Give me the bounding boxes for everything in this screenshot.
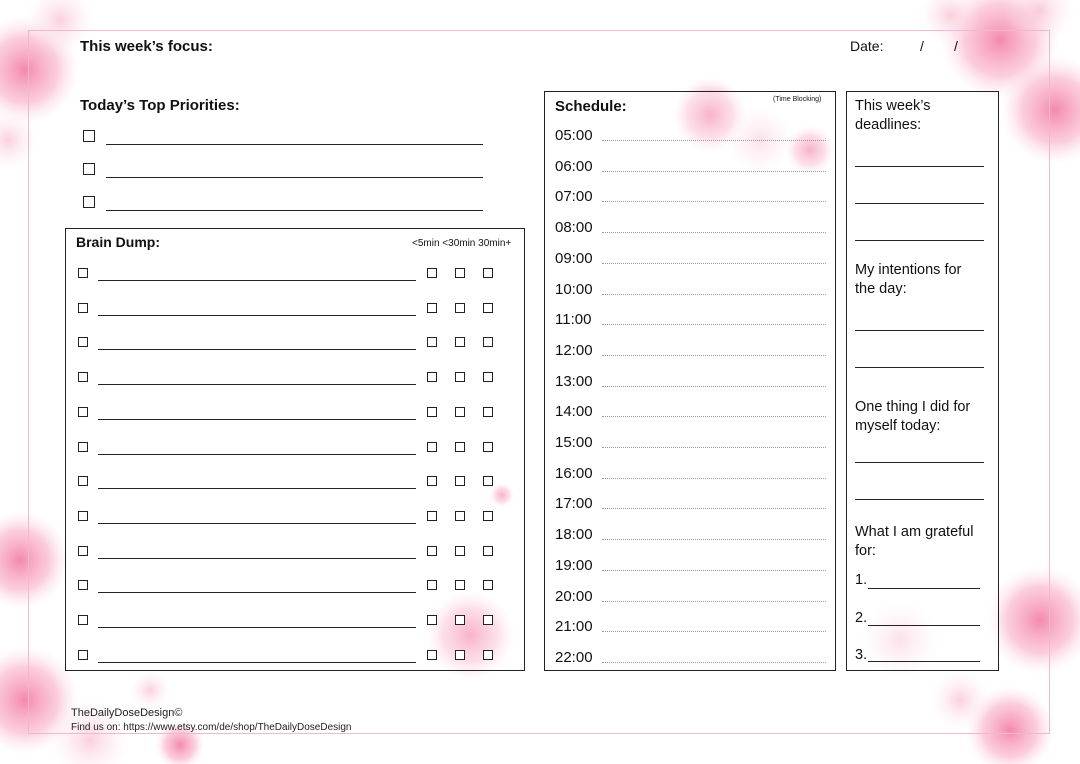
schedule-time: 15:00 (555, 434, 593, 451)
intentions-label-line1: My intentions for (855, 262, 962, 278)
schedule-time: 05:00 (555, 127, 593, 144)
brain-dump-line[interactable] (98, 488, 416, 489)
brain-dump-checkbox[interactable] (78, 372, 88, 382)
brain-dump-title: Brain Dump: (76, 234, 160, 250)
schedule-time: 17:00 (555, 495, 593, 513)
grateful-line[interactable] (868, 661, 980, 662)
schedule-slot-line[interactable] (602, 355, 826, 356)
schedule-slot-line[interactable] (602, 539, 826, 540)
schedule-time: 12:00 (555, 341, 593, 359)
grateful-item-2: 2. (855, 610, 868, 626)
myself-label (855, 398, 970, 436)
checkbox-under-30min[interactable] (455, 337, 465, 347)
brain-dump-line[interactable] (98, 349, 416, 350)
brain-dump-checkbox[interactable] (78, 407, 88, 417)
checkbox-under-30min[interactable] (455, 442, 465, 452)
intention-line[interactable] (855, 367, 984, 368)
checkbox-under-5min[interactable] (427, 372, 437, 382)
grateful-line[interactable] (868, 588, 980, 589)
checkbox-under-30min[interactable] (455, 476, 465, 486)
checkbox-under-5min[interactable] (427, 650, 437, 660)
schedule-slot-line[interactable] (602, 263, 826, 264)
brain-dump-line[interactable] (98, 627, 416, 628)
brain-dump-line[interactable] (98, 454, 416, 455)
checkbox-under-5min[interactable] (427, 442, 437, 452)
schedule-time: 13:00 (555, 372, 593, 390)
schedule-time: 16:00 (555, 464, 593, 482)
schedule-slot-line[interactable] (602, 201, 826, 202)
brain-dump-checkbox[interactable] (78, 615, 88, 625)
brain-dump-checkbox[interactable] (78, 268, 88, 278)
priority-checkbox[interactable] (83, 196, 95, 208)
brain-dump-line[interactable] (98, 315, 416, 316)
checkbox-over-30min[interactable] (483, 442, 493, 452)
brain-dump-line[interactable] (98, 384, 416, 385)
checkbox-under-5min[interactable] (427, 511, 437, 521)
checkbox-over-30min[interactable] (483, 650, 493, 660)
deadline-line[interactable] (855, 203, 984, 204)
schedule-time: 10:00 (555, 280, 593, 298)
schedule-time: 19:00 (555, 556, 593, 574)
schedule-time: 18:00 (555, 526, 593, 544)
brain-dump-checkbox[interactable] (78, 476, 88, 486)
checkbox-under-30min[interactable] (455, 268, 465, 278)
schedule-slot-line[interactable] (602, 631, 826, 632)
schedule-slot-line[interactable] (602, 140, 826, 141)
intentions-label-line2: the day: (855, 281, 907, 297)
checkbox-over-30min[interactable] (483, 476, 493, 486)
checkbox-over-30min[interactable] (483, 511, 493, 521)
schedule-time: 08:00 (555, 219, 593, 237)
checkbox-under-5min[interactable] (427, 476, 437, 486)
checkbox-over-30min[interactable] (483, 268, 493, 278)
brain-dump-line[interactable] (98, 592, 416, 593)
checkbox-under-5min[interactable] (427, 407, 437, 417)
deadline-line[interactable] (855, 166, 984, 167)
schedule-slot-line[interactable] (602, 570, 826, 571)
checkbox-under-30min[interactable] (455, 650, 465, 660)
myself-label-line2: myself today: (855, 418, 941, 434)
checkbox-under-5min[interactable] (427, 546, 437, 556)
schedule-title: Schedule: (555, 98, 627, 115)
shop-link[interactable]: Find us on: https://www.etsy.com/de/shop/TheDailyDoseDesign (71, 722, 352, 733)
grateful-label-line2: for: (855, 543, 876, 559)
checkbox-under-5min[interactable] (427, 268, 437, 278)
col-under-30min: <30min (442, 238, 476, 249)
brain-dump-line[interactable] (98, 662, 416, 663)
sidebar-box (846, 91, 999, 671)
checkbox-over-30min[interactable] (483, 407, 493, 417)
checkbox-under-5min[interactable] (427, 337, 437, 347)
grateful-label (855, 523, 973, 561)
brain-dump-col-headers (412, 238, 511, 249)
grateful-line[interactable] (868, 625, 980, 626)
schedule-slot-line[interactable] (602, 601, 826, 602)
priority-line[interactable] (106, 210, 483, 211)
brain-dump-line[interactable] (98, 558, 416, 559)
checkbox-under-30min[interactable] (455, 372, 465, 382)
brain-dump-line[interactable] (98, 280, 416, 281)
brain-dump-checkbox[interactable] (78, 442, 88, 452)
date-separator: / (920, 38, 924, 54)
deadline-line[interactable] (855, 240, 984, 241)
priority-checkbox[interactable] (83, 163, 95, 175)
grateful-item-3: 3. (855, 647, 868, 663)
checkbox-over-30min[interactable] (483, 372, 493, 382)
myself-line[interactable] (855, 499, 984, 500)
intention-line[interactable] (855, 330, 984, 331)
checkbox-over-30min[interactable] (483, 337, 493, 347)
schedule-slot-line[interactable] (602, 171, 826, 172)
grateful-label-line1: What I am grateful (855, 524, 974, 540)
col-under-5min: <5min (412, 238, 440, 249)
schedule-slot-line[interactable] (602, 294, 826, 295)
brain-dump-checkbox[interactable] (78, 337, 88, 347)
schedule-slot-line[interactable] (602, 324, 826, 325)
priority-line[interactable] (106, 144, 483, 145)
checkbox-under-5min[interactable] (427, 303, 437, 313)
grateful-item-1: 1. (855, 572, 868, 588)
priority-checkbox[interactable] (83, 130, 95, 142)
brain-dump-checkbox[interactable] (78, 511, 88, 521)
checkbox-over-30min[interactable] (483, 546, 493, 556)
checkbox-under-30min[interactable] (455, 303, 465, 313)
time-blocking-note: (Time Blocking) (773, 96, 822, 103)
schedule-slot-line[interactable] (602, 416, 826, 417)
brand-credit: TheDailyDoseDesign© (71, 707, 183, 719)
checkbox-over-30min[interactable] (483, 615, 493, 625)
checkbox-under-30min[interactable] (455, 407, 465, 417)
schedule-time: 11:00 (555, 311, 592, 329)
schedule-slot-line[interactable] (602, 232, 826, 233)
brain-dump-line[interactable] (98, 523, 416, 524)
schedule-slot-line[interactable] (602, 662, 826, 663)
schedule-time: 09:00 (555, 249, 593, 267)
intentions-label (855, 261, 961, 299)
week-focus-label: This week’s focus: (80, 38, 213, 55)
schedule-time: 21:00 (555, 618, 593, 636)
schedule-time: 14:00 (555, 403, 593, 421)
checkbox-under-5min[interactable] (427, 580, 437, 590)
date-separator: / (954, 38, 958, 54)
brain-dump-line[interactable] (98, 419, 416, 420)
brain-dump-checkbox[interactable] (78, 650, 88, 660)
brain-dump-checkbox[interactable] (78, 303, 88, 313)
checkbox-under-5min[interactable] (427, 615, 437, 625)
deadlines-label-line2: deadlines: (855, 117, 922, 133)
schedule-time: 22:00 (555, 648, 593, 666)
schedule-time: 06:00 (555, 157, 593, 175)
myself-label-line1: One thing I did for (855, 399, 971, 415)
checkbox-under-30min[interactable] (455, 511, 465, 521)
col-over-30min: 30min+ (478, 238, 512, 249)
schedule-slot-line[interactable] (602, 478, 826, 479)
checkbox-under-30min[interactable] (455, 580, 465, 590)
schedule-slot-line[interactable] (602, 447, 826, 448)
date-label: Date: (850, 38, 884, 54)
schedule-slot-line[interactable] (602, 386, 826, 387)
schedule-slot-line[interactable] (602, 508, 826, 509)
deadlines-label (855, 97, 930, 135)
brain-dump-checkbox[interactable] (78, 546, 88, 556)
checkbox-under-30min[interactable] (455, 546, 465, 556)
brain-dump-checkbox[interactable] (78, 580, 88, 590)
myself-line[interactable] (855, 462, 984, 463)
checkbox-over-30min[interactable] (483, 580, 493, 590)
checkbox-under-30min[interactable] (455, 615, 465, 625)
priorities-title: Today’s Top Priorities: (80, 97, 240, 114)
schedule-time: 07:00 (555, 188, 593, 206)
deadlines-label-line1: This week’s (855, 98, 931, 114)
checkbox-over-30min[interactable] (483, 303, 493, 313)
schedule-time: 20:00 (555, 587, 593, 605)
priority-line[interactable] (106, 177, 483, 178)
